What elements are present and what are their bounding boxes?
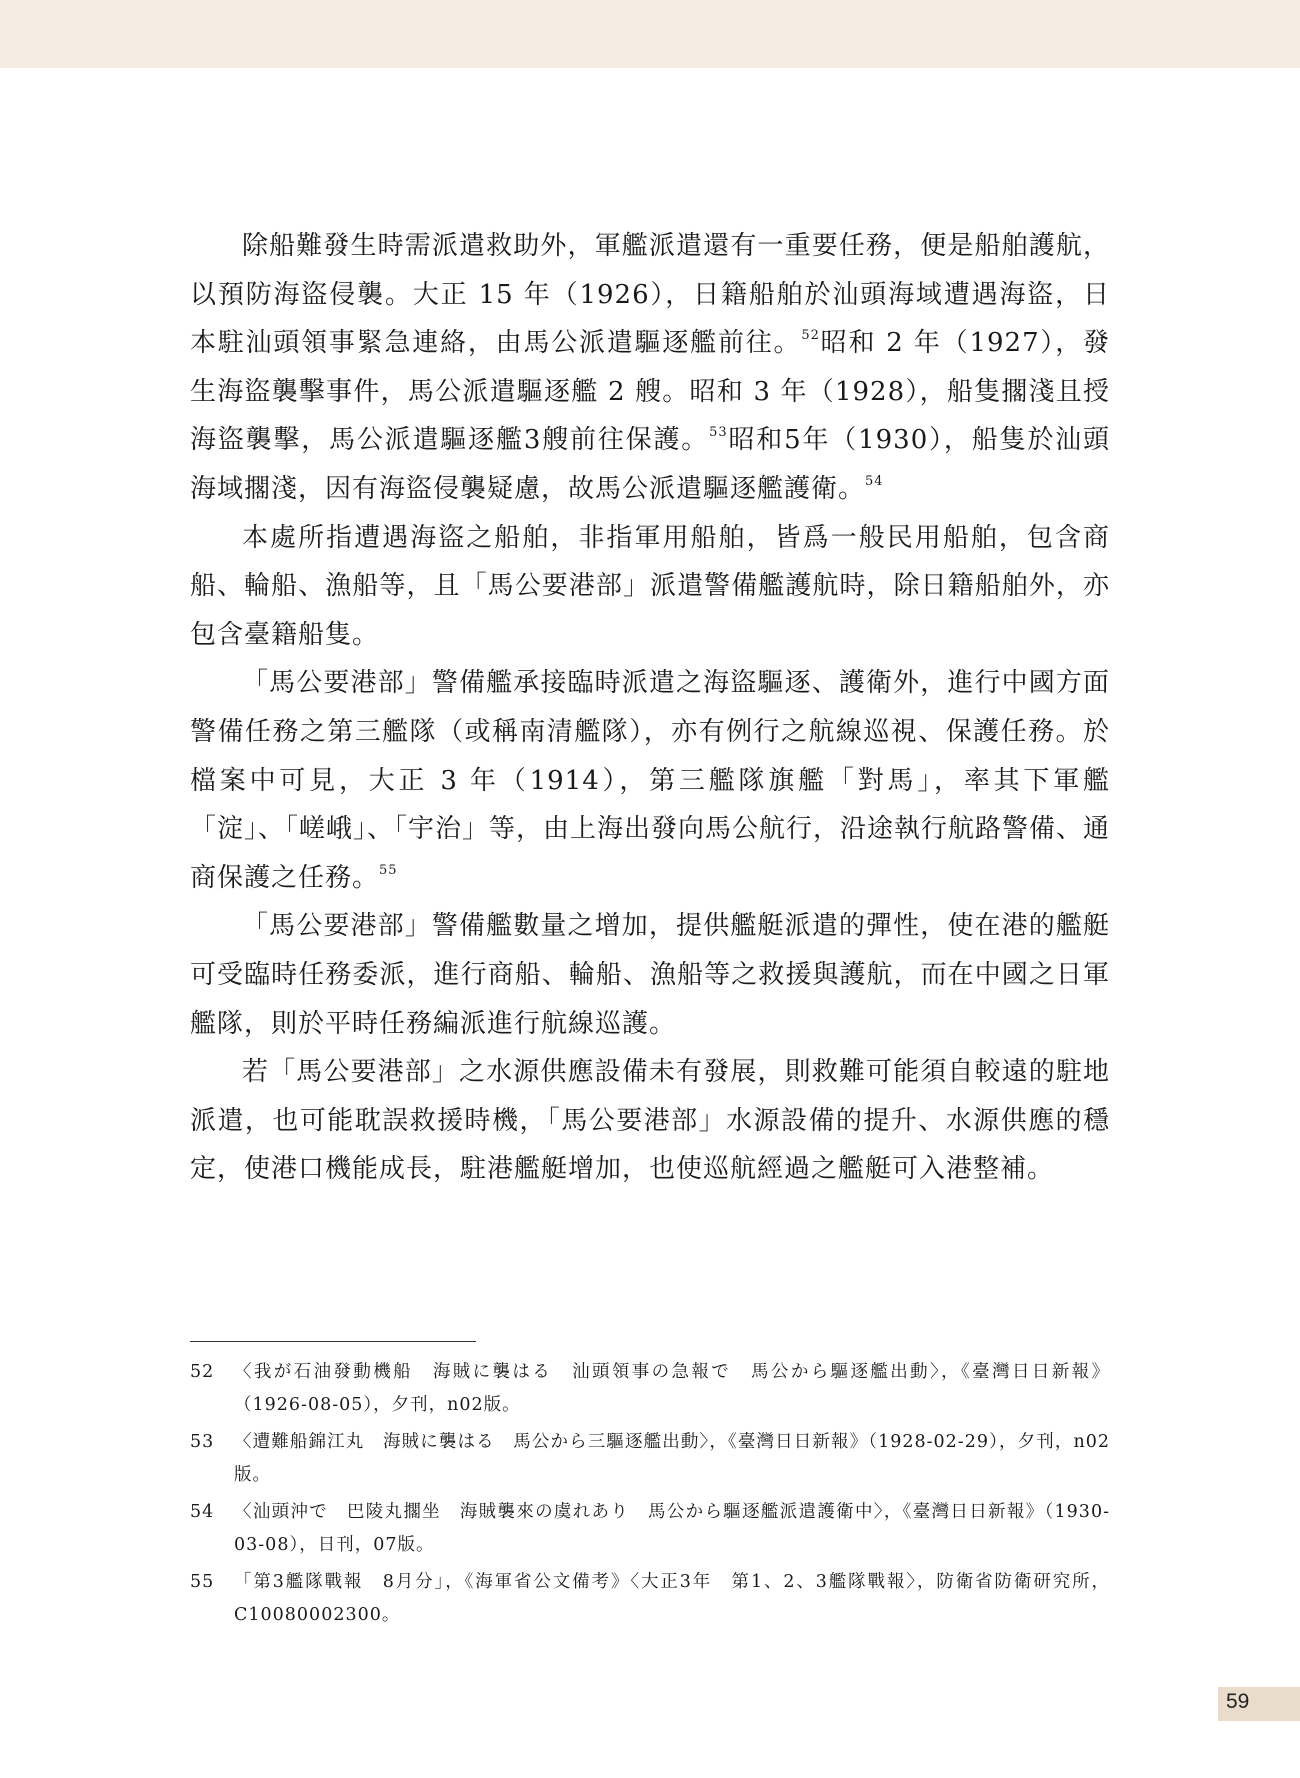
footnote-text: 「第3艦隊戰報 8月分」，《海軍省公文備考》〈大正3年 第1、2、3艦隊戰報〉，防衛省防衛研究所，C10080002300。 (234, 1572, 1110, 1625)
top-band (0, 0, 1300, 68)
footnote-ref-53[interactable]: 53 (709, 425, 728, 441)
paragraph-3 (190, 659, 1110, 902)
footnote-text: 〈遭難船錦江丸 海賊に襲はる 馬公から三驅逐艦出動〉，《臺灣日日新報》（1928-02-29），夕刊，n02版。 (234, 1432, 1110, 1485)
footnote-text: 〈我が石油發動機船 海賊に襲はる 汕頭領事の急報で 馬公から驅逐艦出動〉，《臺灣日日新報》（1926-08-05），夕刊，n02版。 (234, 1362, 1110, 1415)
paragraph-4 (190, 902, 1110, 1048)
paragraph-3-text: 「馬公要港部」警備艦承接臨時派遣之海盜驅逐、護衛外，進行中國方面警備任務之第三艦隊（或稱南清艦隊），亦有例行之航線巡視、保護任務。於檔案中可見，大正 3 年（1914），第三艦隊旗艦「對馬」，率其下軍艦「淀」、「嵯峨」、「宇治」等，由上海出發向馬公航行，沿途執行航路警備、通商保護之任務。 (190, 668, 1111, 893)
footnote-52 (190, 1356, 1110, 1422)
body-text (190, 222, 1110, 1194)
footnote-55 (190, 1566, 1110, 1632)
paragraph-5-text: 若「馬公要港部」之水源供應設備未有發展，則救難可能須自較遠的駐地派遣，也可能耽誤救援時機，「馬公要港部」水源設備的提升、水源供應的穩定，使港口機能成長，駐港艦艇增加，也使巡航經過之艦艇可入港整補。 (190, 1057, 1110, 1185)
paragraph-4-text: 「馬公要港部」警備艦數量之增加，提供艦艇派遣的彈性，使在港的艦艇可受臨時任務委派，進行商船、輪船、漁船等之救援與護航，而在中國之日軍艦隊，則於平時任務編派進行航線巡護。 (190, 911, 1110, 1039)
footnote-ref-55[interactable]: 55 (379, 862, 398, 878)
paragraph-1-text-c: 昭和5年（1930），船隻於汕頭海域擱淺，因有海盜侵襲疑慮，故馬公派遣驅逐艦護衛。 (190, 425, 1110, 504)
page-number: 59 (1226, 1690, 1250, 1713)
paragraph-1-text-b: 昭和 2 年（1927），發生海盜襲擊事件，馬公派遣驅逐艦 2 艘。昭和 3 年（1928），船隻擱淺且授海盜襲擊，馬公派遣驅逐艦3艘前往保護。 (190, 328, 1110, 456)
paragraph-2 (190, 514, 1110, 660)
footnote-number: 54 (190, 1502, 215, 1522)
footnote-text: 〈汕頭沖で 巴陵丸擱坐 海賊襲來の虞れあり 馬公から驅逐艦派遣護衛中〉，《臺灣日日新報》（1930-03-08），日刊，07版。 (234, 1502, 1110, 1555)
footnote-53 (190, 1426, 1110, 1492)
paragraph-2-text: 本處所指遭遇海盜之船舶，非指軍用船舶，皆爲一般民用船舶，包含商船、輪船、漁船等，且「馬公要港部」派遣警備艦護航時，除日籍船舶外，亦包含臺籍船隻。 (190, 522, 1110, 650)
footnotes (190, 1356, 1110, 1636)
footnote-number: 53 (190, 1432, 215, 1452)
paragraph-1 (190, 222, 1110, 514)
footnote-divider (190, 1341, 476, 1342)
footnote-number: 52 (190, 1362, 215, 1382)
footnote-ref-52[interactable]: 52 (801, 328, 820, 344)
paragraph-1-text-a: 除船難發生時需派遣救助外，軍艦派遣還有一重要任務，便是船舶護航，以預防海盜侵襲。大正 15 年（1926），日籍船舶於汕頭海域遭遇海盜，日本駐汕頭領事緊急連絡，由馬公派遣驅逐艦前往。 (190, 231, 1110, 359)
paragraph-5 (190, 1048, 1110, 1194)
footnote-ref-54[interactable]: 54 (865, 473, 884, 489)
footnote-number: 55 (190, 1572, 215, 1592)
footnote-54 (190, 1496, 1110, 1562)
